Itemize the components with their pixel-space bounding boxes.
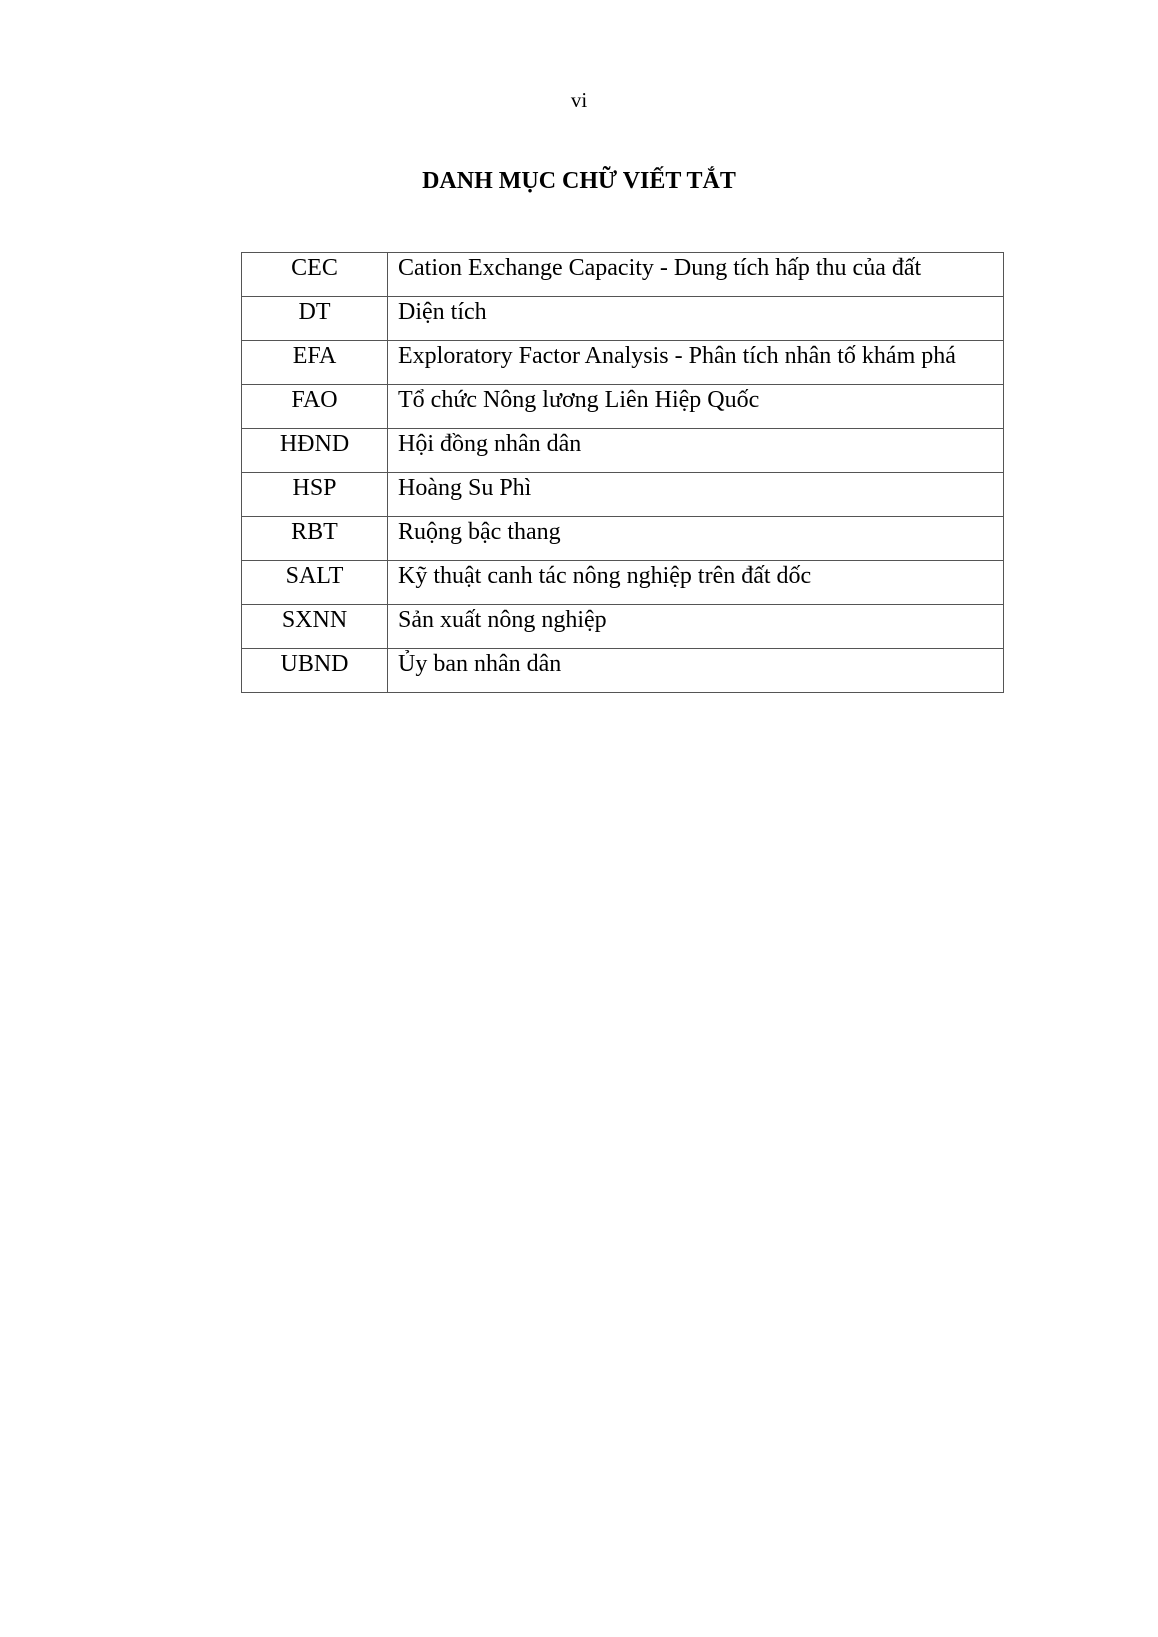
table-row xyxy=(242,429,1004,473)
abbreviation-table xyxy=(241,252,1004,693)
table-row xyxy=(242,605,1004,649)
page-number: vi xyxy=(570,88,588,112)
definition-cell: Hoàng Su Phì xyxy=(388,473,1004,517)
page-title: DANH MỤC CHỮ VIẾT TẮT xyxy=(422,168,736,194)
table-row xyxy=(242,649,1004,693)
table-row xyxy=(242,385,1004,429)
abbreviation-cell: CEC xyxy=(242,253,388,297)
table-row xyxy=(242,561,1004,605)
definition-cell: Ủy ban nhân dân xyxy=(388,649,1004,693)
abbreviation-cell: DT xyxy=(242,297,388,341)
abbreviation-cell: SALT xyxy=(242,561,388,605)
definition-cell: Ruộng bậc thang xyxy=(388,517,1004,561)
table-row xyxy=(242,473,1004,517)
table-row xyxy=(242,341,1004,385)
abbreviation-cell: FAO xyxy=(242,385,388,429)
abbreviation-cell: UBND xyxy=(242,649,388,693)
abbreviation-cell: EFA xyxy=(242,341,388,385)
definition-cell: Cation Exchange Capacity - Dung tích hấp thu của đất xyxy=(388,253,1004,297)
abbreviation-cell: SXNN xyxy=(242,605,388,649)
definition-cell: Hội đồng nhân dân xyxy=(388,429,1004,473)
table-row xyxy=(242,253,1004,297)
abbreviation-cell: RBT xyxy=(242,517,388,561)
definition-cell: Tổ chức Nông lương Liên Hiệp Quốc xyxy=(388,385,1004,429)
table-row xyxy=(242,297,1004,341)
definition-cell: Exploratory Factor Analysis - Phân tích nhân tố khám phá xyxy=(388,341,1004,385)
definition-cell: Diện tích xyxy=(388,297,1004,341)
abbreviation-cell: HSP xyxy=(242,473,388,517)
definition-cell: Kỹ thuật canh tác nông nghiệp trên đất dốc xyxy=(388,561,1004,605)
table-row xyxy=(242,517,1004,561)
definition-cell: Sản xuất nông nghiệp xyxy=(388,605,1004,649)
abbreviation-cell: HĐND xyxy=(242,429,388,473)
